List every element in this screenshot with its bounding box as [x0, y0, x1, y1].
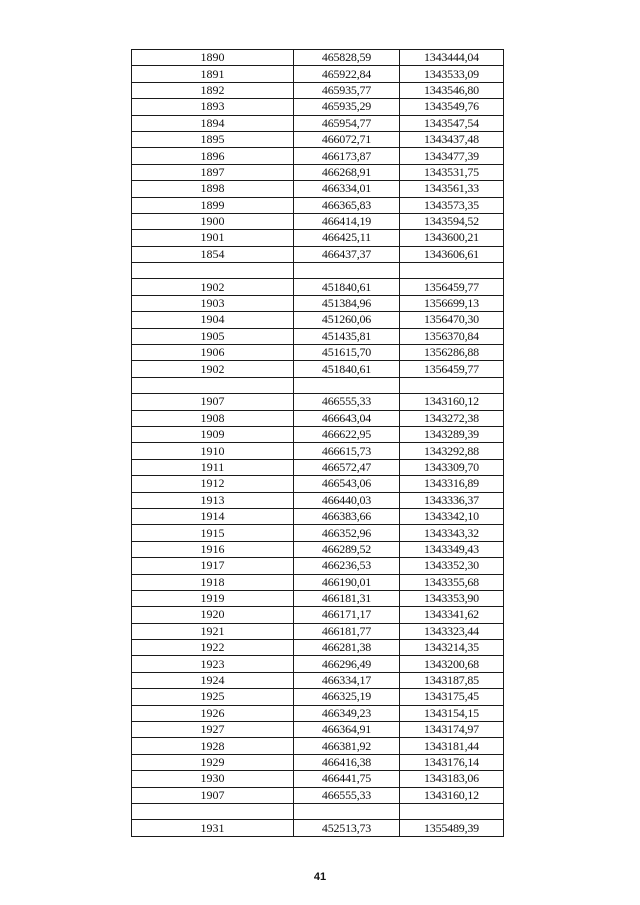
y-coordinate-cell: 1343477,39 [400, 148, 504, 164]
x-coordinate-cell: 466615,73 [294, 443, 400, 459]
y-coordinate-cell [400, 377, 504, 393]
table-row [132, 361, 504, 377]
table-row [132, 722, 504, 738]
table-row [132, 623, 504, 639]
x-coordinate-cell: 466365,83 [294, 197, 400, 213]
y-coordinate-cell: 1343349,43 [400, 541, 504, 557]
x-coordinate-cell: 466325,19 [294, 689, 400, 705]
table-row [132, 115, 504, 131]
table-row-empty [132, 263, 504, 279]
point-number-cell: 1902 [132, 361, 294, 377]
table-row [132, 459, 504, 475]
x-coordinate-cell: 466173,87 [294, 148, 400, 164]
y-coordinate-cell: 1343352,30 [400, 558, 504, 574]
table-row [132, 820, 504, 836]
x-coordinate-cell: 466181,31 [294, 590, 400, 606]
point-number-cell: 1913 [132, 492, 294, 508]
x-coordinate-cell [294, 377, 400, 393]
y-coordinate-cell: 1343187,85 [400, 672, 504, 688]
table-row [132, 754, 504, 770]
point-number-cell: 1911 [132, 459, 294, 475]
x-coordinate-cell: 466364,91 [294, 722, 400, 738]
point-number-cell: 1905 [132, 328, 294, 344]
x-coordinate-cell: 466441,75 [294, 771, 400, 787]
x-coordinate-cell: 466416,38 [294, 754, 400, 770]
point-number-cell: 1930 [132, 771, 294, 787]
page-number: 41 [313, 871, 327, 883]
y-coordinate-cell: 1343181,44 [400, 738, 504, 754]
x-coordinate-cell: 466352,96 [294, 525, 400, 541]
y-coordinate-cell: 1343160,12 [400, 394, 504, 410]
y-coordinate-cell: 1343160,12 [400, 787, 504, 803]
table-row [132, 738, 504, 754]
x-coordinate-cell: 466643,04 [294, 410, 400, 426]
table-row [132, 213, 504, 229]
x-coordinate-cell: 466296,49 [294, 656, 400, 672]
x-coordinate-cell: 451435,81 [294, 328, 400, 344]
x-coordinate-cell: 466190,01 [294, 574, 400, 590]
y-coordinate-cell: 1343531,75 [400, 164, 504, 180]
x-coordinate-cell: 466334,01 [294, 181, 400, 197]
x-coordinate-cell: 466437,37 [294, 246, 400, 262]
x-coordinate-cell: 451840,61 [294, 361, 400, 377]
y-coordinate-cell: 1343154,15 [400, 705, 504, 721]
point-number-cell: 1904 [132, 312, 294, 328]
table-row [132, 705, 504, 721]
point-number-cell: 1915 [132, 525, 294, 541]
table-row [132, 590, 504, 606]
y-coordinate-cell: 1343323,44 [400, 623, 504, 639]
y-coordinate-cell: 1343214,35 [400, 640, 504, 656]
table-row [132, 607, 504, 623]
point-number-cell [132, 377, 294, 393]
table-row [132, 295, 504, 311]
table-row [132, 443, 504, 459]
x-coordinate-cell: 451840,61 [294, 279, 400, 295]
y-coordinate-cell: 1343289,39 [400, 426, 504, 442]
y-coordinate-cell: 1343353,90 [400, 590, 504, 606]
y-coordinate-cell: 1343336,37 [400, 492, 504, 508]
table-row [132, 492, 504, 508]
x-coordinate-cell: 451384,96 [294, 295, 400, 311]
point-number-cell: 1896 [132, 148, 294, 164]
y-coordinate-cell: 1343549,76 [400, 99, 504, 115]
x-coordinate-cell: 466181,77 [294, 623, 400, 639]
table-row [132, 164, 504, 180]
y-coordinate-cell: 1343183,06 [400, 771, 504, 787]
table-row [132, 131, 504, 147]
table-row [132, 82, 504, 98]
point-number-cell: 1900 [132, 213, 294, 229]
x-coordinate-cell: 465935,29 [294, 99, 400, 115]
y-coordinate-cell: 1343341,62 [400, 607, 504, 623]
table-row [132, 279, 504, 295]
table-row [132, 410, 504, 426]
x-coordinate-cell: 465922,84 [294, 66, 400, 82]
point-number-cell: 1924 [132, 672, 294, 688]
table-row [132, 541, 504, 557]
coordinates-table [131, 49, 504, 837]
x-coordinate-cell: 465828,59 [294, 50, 400, 66]
x-coordinate-cell: 452513,73 [294, 820, 400, 836]
point-number-cell: 1907 [132, 394, 294, 410]
point-number-cell: 1927 [132, 722, 294, 738]
x-coordinate-cell: 451260,06 [294, 312, 400, 328]
table-row [132, 246, 504, 262]
y-coordinate-cell: 1343309,70 [400, 459, 504, 475]
point-number-cell: 1931 [132, 820, 294, 836]
point-number-cell: 1918 [132, 574, 294, 590]
y-coordinate-cell: 1343174,97 [400, 722, 504, 738]
point-number-cell: 1919 [132, 590, 294, 606]
point-number-cell: 1917 [132, 558, 294, 574]
point-number-cell: 1928 [132, 738, 294, 754]
x-coordinate-cell [294, 263, 400, 279]
y-coordinate-cell: 1343533,09 [400, 66, 504, 82]
y-coordinate-cell: 1343546,80 [400, 82, 504, 98]
point-number-cell: 1854 [132, 246, 294, 262]
point-number-cell: 1912 [132, 476, 294, 492]
table-row [132, 771, 504, 787]
point-number-cell: 1902 [132, 279, 294, 295]
point-number-cell: 1891 [132, 66, 294, 82]
point-number-cell: 1894 [132, 115, 294, 131]
x-coordinate-cell: 466555,33 [294, 394, 400, 410]
y-coordinate-cell [400, 803, 504, 819]
x-coordinate-cell: 466289,52 [294, 541, 400, 557]
y-coordinate-cell: 1343573,35 [400, 197, 504, 213]
table-row [132, 525, 504, 541]
point-number-cell: 1901 [132, 230, 294, 246]
x-coordinate-cell: 466171,17 [294, 607, 400, 623]
table-row-empty [132, 377, 504, 393]
table-row [132, 558, 504, 574]
point-number-cell: 1925 [132, 689, 294, 705]
table-row [132, 394, 504, 410]
x-coordinate-cell: 466414,19 [294, 213, 400, 229]
x-coordinate-cell: 451615,70 [294, 345, 400, 361]
point-number-cell: 1897 [132, 164, 294, 180]
point-number-cell: 1906 [132, 345, 294, 361]
x-coordinate-cell: 466268,91 [294, 164, 400, 180]
y-coordinate-cell: 1356699,13 [400, 295, 504, 311]
y-coordinate-cell: 1343444,04 [400, 50, 504, 66]
coordinates-table-body [132, 50, 504, 837]
x-coordinate-cell: 466381,92 [294, 738, 400, 754]
x-coordinate-cell: 466572,47 [294, 459, 400, 475]
x-coordinate-cell: 466349,23 [294, 705, 400, 721]
y-coordinate-cell: 1343561,33 [400, 181, 504, 197]
point-number-cell: 1895 [132, 131, 294, 147]
point-number-cell: 1898 [132, 181, 294, 197]
x-coordinate-cell: 466072,71 [294, 131, 400, 147]
y-coordinate-cell: 1343342,10 [400, 508, 504, 524]
point-number-cell: 1923 [132, 656, 294, 672]
table-row [132, 574, 504, 590]
x-coordinate-cell: 466383,66 [294, 508, 400, 524]
point-number-cell: 1914 [132, 508, 294, 524]
table-row [132, 230, 504, 246]
y-coordinate-cell: 1343594,52 [400, 213, 504, 229]
table-row [132, 345, 504, 361]
y-coordinate-cell: 1356286,88 [400, 345, 504, 361]
x-coordinate-cell: 466334,17 [294, 672, 400, 688]
table-row [132, 99, 504, 115]
point-number-cell: 1892 [132, 82, 294, 98]
point-number-cell: 1890 [132, 50, 294, 66]
y-coordinate-cell: 1343316,89 [400, 476, 504, 492]
y-coordinate-cell: 1343343,32 [400, 525, 504, 541]
table-row [132, 672, 504, 688]
point-number-cell: 1922 [132, 640, 294, 656]
point-number-cell [132, 263, 294, 279]
table-row [132, 181, 504, 197]
point-number-cell: 1899 [132, 197, 294, 213]
table-row [132, 197, 504, 213]
table-row [132, 50, 504, 66]
y-coordinate-cell: 1355489,39 [400, 820, 504, 836]
y-coordinate-cell: 1343272,38 [400, 410, 504, 426]
table-row [132, 689, 504, 705]
point-number-cell: 1908 [132, 410, 294, 426]
y-coordinate-cell: 1343600,21 [400, 230, 504, 246]
point-number-cell: 1926 [132, 705, 294, 721]
point-number-cell: 1920 [132, 607, 294, 623]
x-coordinate-cell: 466622,95 [294, 426, 400, 442]
y-coordinate-cell: 1356459,77 [400, 361, 504, 377]
table-row [132, 66, 504, 82]
y-coordinate-cell: 1343292,88 [400, 443, 504, 459]
x-coordinate-cell: 465935,77 [294, 82, 400, 98]
table-row-empty [132, 803, 504, 819]
y-coordinate-cell: 1356459,77 [400, 279, 504, 295]
x-coordinate-cell: 466440,03 [294, 492, 400, 508]
point-number-cell: 1929 [132, 754, 294, 770]
point-number-cell: 1907 [132, 787, 294, 803]
table-row [132, 656, 504, 672]
y-coordinate-cell: 1343200,68 [400, 656, 504, 672]
y-coordinate-cell: 1343606,61 [400, 246, 504, 262]
x-coordinate-cell [294, 803, 400, 819]
table-row [132, 312, 504, 328]
y-coordinate-cell: 1343175,45 [400, 689, 504, 705]
point-number-cell: 1910 [132, 443, 294, 459]
x-coordinate-cell: 466425,11 [294, 230, 400, 246]
table-row [132, 640, 504, 656]
point-number-cell: 1903 [132, 295, 294, 311]
point-number-cell: 1916 [132, 541, 294, 557]
x-coordinate-cell: 465954,77 [294, 115, 400, 131]
y-coordinate-cell: 1343355,68 [400, 574, 504, 590]
point-number-cell: 1893 [132, 99, 294, 115]
y-coordinate-cell: 1343176,14 [400, 754, 504, 770]
y-coordinate-cell: 1356370,84 [400, 328, 504, 344]
point-number-cell [132, 803, 294, 819]
table-row [132, 426, 504, 442]
x-coordinate-cell: 466281,38 [294, 640, 400, 656]
table-row [132, 148, 504, 164]
y-coordinate-cell [400, 263, 504, 279]
x-coordinate-cell: 466236,53 [294, 558, 400, 574]
table-row [132, 476, 504, 492]
table-row [132, 787, 504, 803]
point-number-cell: 1909 [132, 426, 294, 442]
x-coordinate-cell: 466543,06 [294, 476, 400, 492]
table-row [132, 328, 504, 344]
y-coordinate-cell: 1356470,30 [400, 312, 504, 328]
point-number-cell: 1921 [132, 623, 294, 639]
x-coordinate-cell: 466555,33 [294, 787, 400, 803]
table-row [132, 508, 504, 524]
y-coordinate-cell: 1343547,54 [400, 115, 504, 131]
y-coordinate-cell: 1343437,48 [400, 131, 504, 147]
